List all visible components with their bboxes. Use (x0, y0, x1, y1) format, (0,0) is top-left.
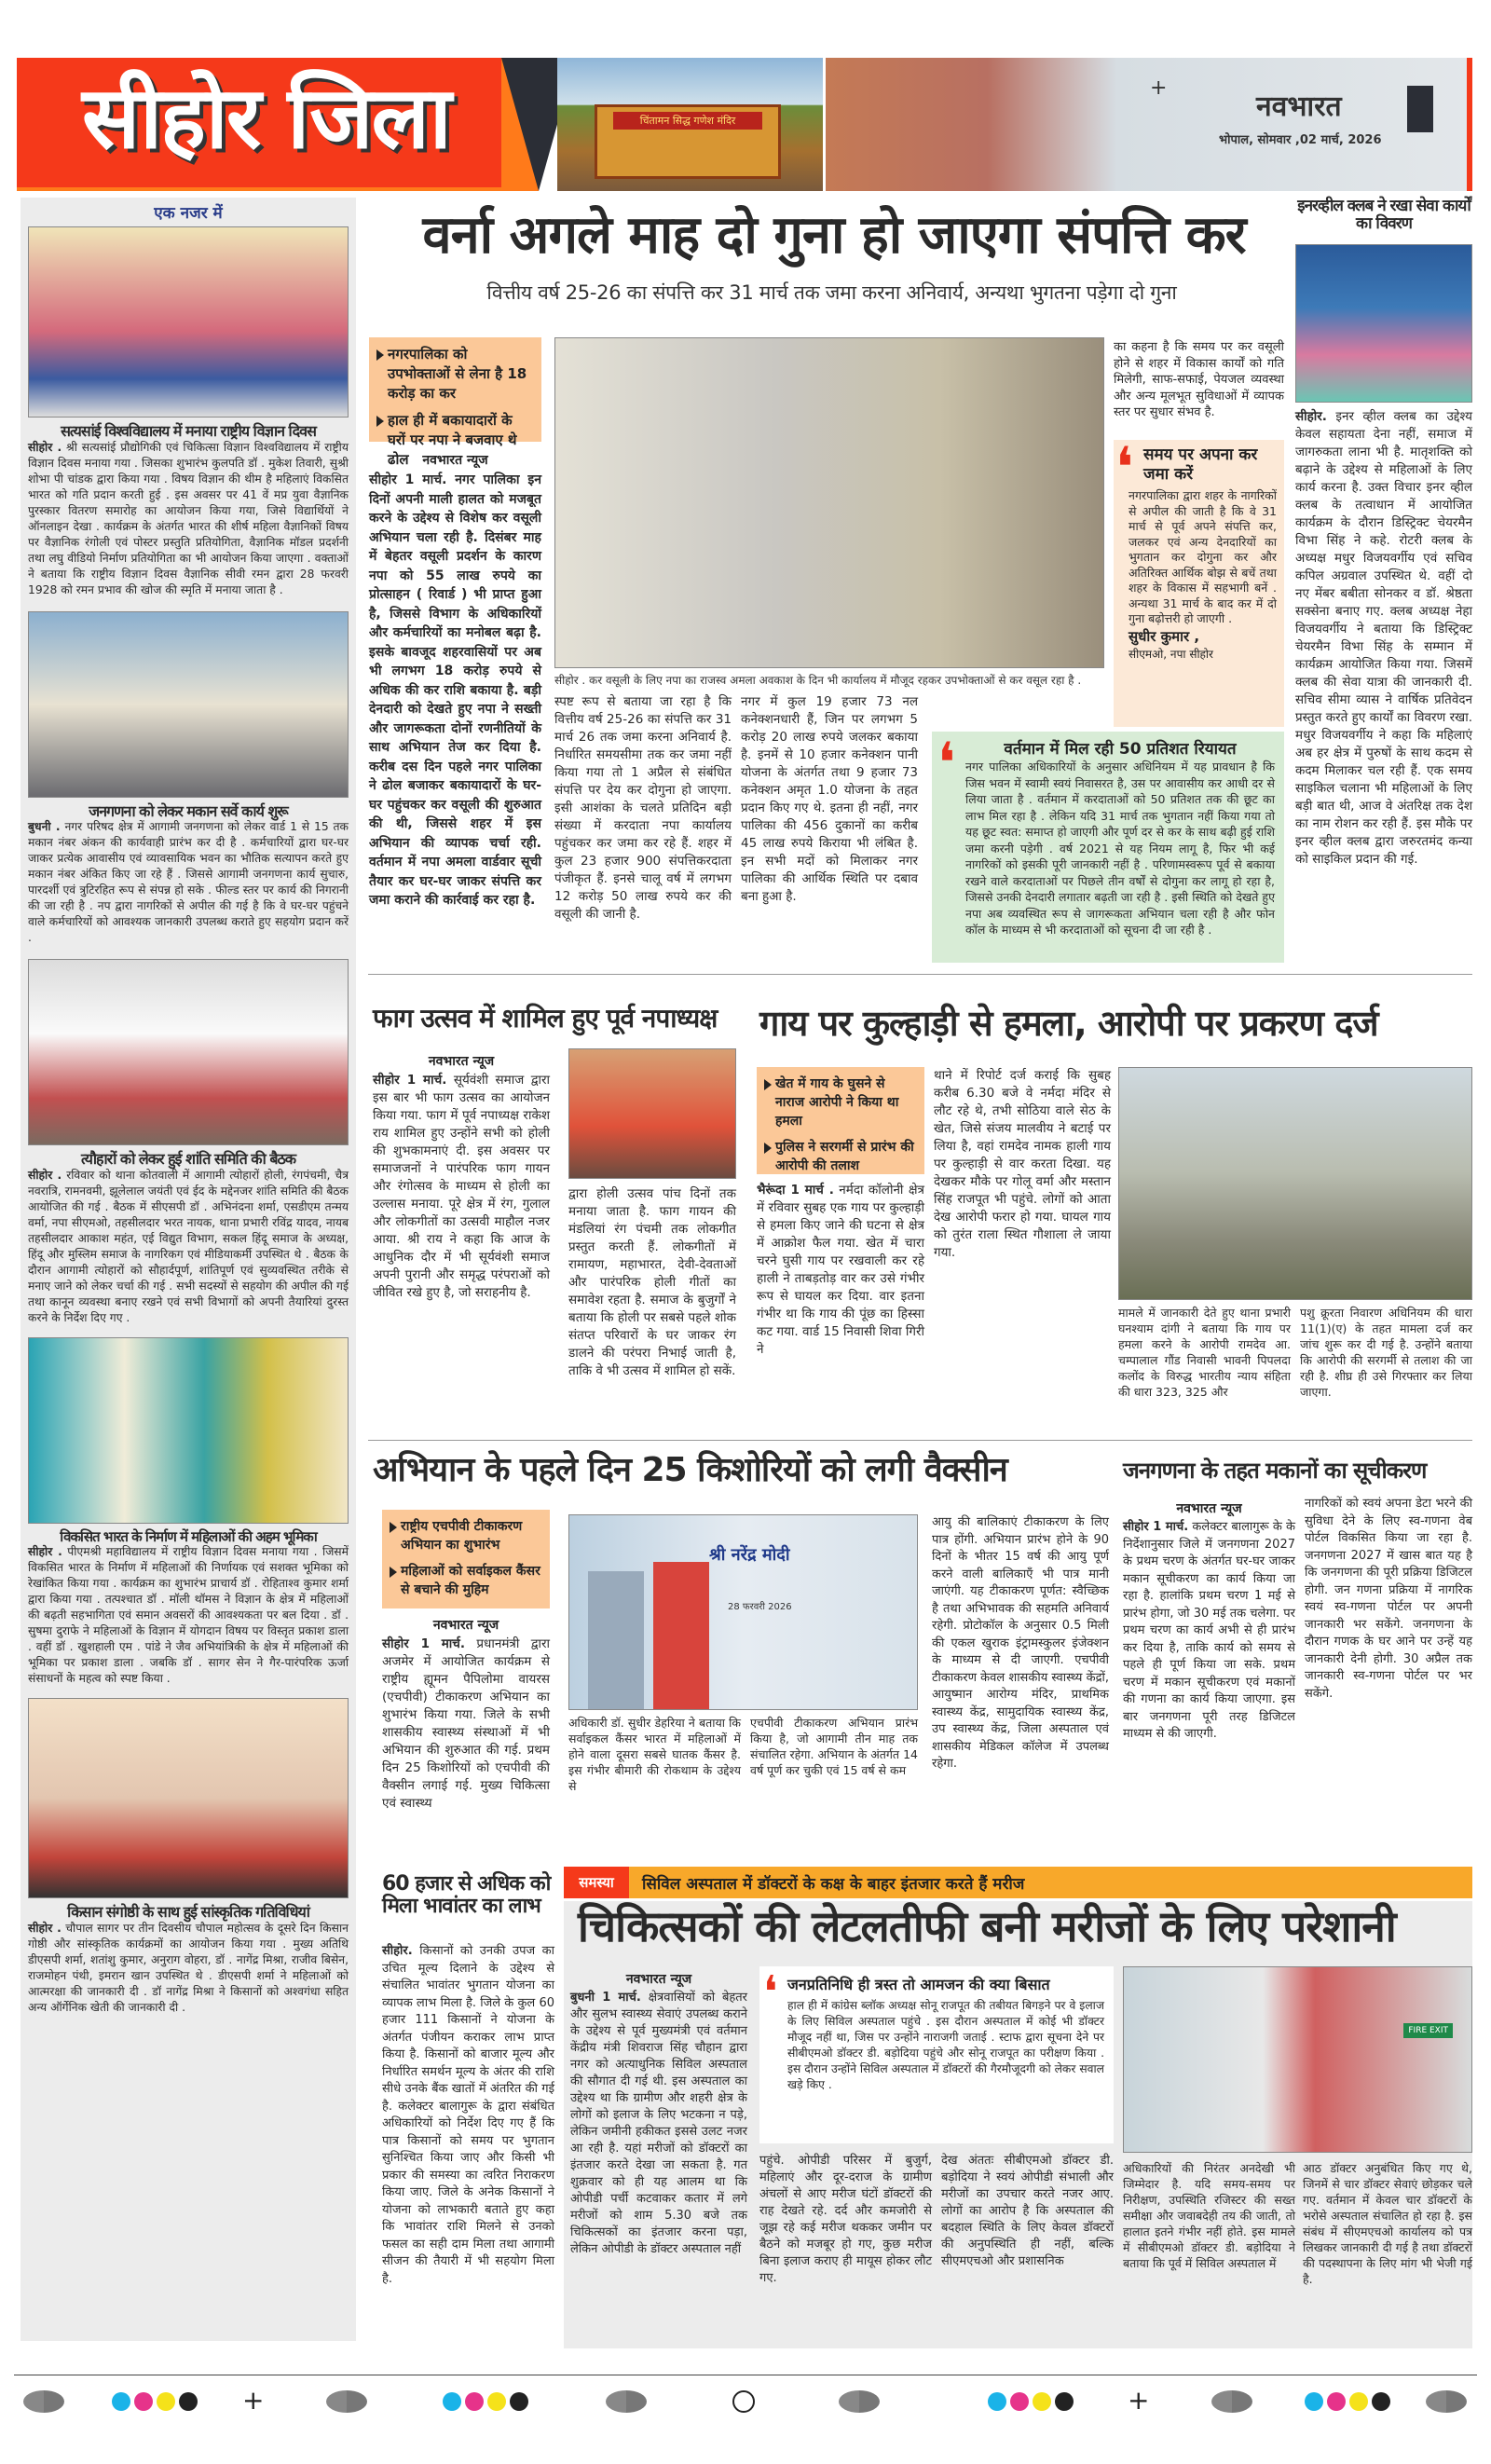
kisan-goshthi-photo (28, 1698, 349, 1898)
gray-oval-icon (839, 2390, 880, 2413)
cow-col3: पशु क्रूरता निवारण अधिनियम की धारा 11(1)(ए) के तहत मामला दर्ज कर जांच शुरू कर दी गई है. उन्होंने बताया कि आरोपी की सरगर्मी से तलाश की जा रही है. शीघ्र ही उसे गिरफ्तार कर लिया जाएगा. (1300, 1306, 1472, 1399)
quote-text: हाल ही में कांग्रेस ब्लॉक अध्यक्ष सोनू राजपूत की तबीयत बिगड़ने पर वे इलाज के लिए सिविल अस्पताल पहुंचे . इस दौरान अस्पताल में कोई भी डॉक्टर मौजूद नहीं था, जिस पर उन्होंने नाराजगी जताई . स्टाफ द्वारा सूचना देने पर सीबीएमओ डॉक्टर डी. बड़ोदिया पहुंचे और सोनू राजपूत का परीक्षण किया . इस दौरान उन्होंने सिविल अस्पताल में डॉक्टरों की गैरमौजूदगी को लेकर सवाल खड़े किए . (787, 1999, 1104, 2091)
doctors-headline: चिकित्सकों की लेटलतीफी बनी मरीजों के लिए परेशानी (578, 1901, 1396, 1951)
crowd-photo (826, 58, 1472, 191)
quote-name: सुधीर कुमार , (1129, 627, 1200, 645)
quote-icon: ❛ (1115, 435, 1134, 500)
story-headline: त्यौहारों को लेकर हुई शांति समिति की बैठक (80, 1150, 296, 1169)
dateline: सीहोर 1 मार्च. (373, 1073, 447, 1088)
section-banner (17, 58, 539, 191)
dateline: सीहोर 1 मार्च. (1123, 1520, 1189, 1534)
census-col2: नागरिकों को स्वयं अपना डेटा भरने की सुविधा देने के लिए स्व-गणना वेब पोर्टल विकसित किया जा रहा है. जनगणना 2027 में खास बात यह है कि जनगणना की पूरी प्रक्रिया डिजिटल होगी. जन गणना प्रक्रिया में नागरिक स्वयं स्व-गणना पोर्टल पर अपनी जानकारी भर सकेंगे. जनगणना के दौरान गणक के घर आने पर उन्हें यह जानकारी देनी होगी. 30 अप्रैल तक जानकारी स्व-गणना पोर्टल पर भर सकेंगे. (1305, 1497, 1472, 1701)
vaccine-caption: अधिकारी डॉ. सुधीर डेहरिया ने बताया कि सर्वाइकल कैंसर भारत में महिलाओं में होने वाला दूसरा सबसे घातक कैंसर है. इस गंभीर बीमारी की रोकथाम के उद्देश्य से (568, 1716, 741, 1793)
story-headline: विकसित भारत के निर्माण में महिलाओं की अहम भूमिका (60, 1527, 317, 1545)
quote-title: समय पर अपना कर जमा करें (1143, 445, 1258, 484)
quote-title: जनप्रतिनिधि ही त्रस्त तो आमजन की क्या बिसात (787, 1976, 1050, 1993)
quote-icon: ❛ (763, 1966, 778, 2019)
science-day-photo (28, 226, 349, 418)
bhavantar-text: किसानों को उनकी उपज का उचित मूल्य दिलाने के उद्देश्य से संचालित भावांतर भुगतान योजना का व्यापक लाभ मिला है. जिले के कुल 60 हजार 111 किसानों ने योजना के अंतर्गत पंजीयन कराकर लाभ प्राप्त किया है. किसानों को बाजार मूल्य और निर्धारित समर्थन मूल्य के अंतर की राशि सीधे उनके बैंक खातों में अंतरित की गई है. कलेक्टर बालागुरू के द्वारा संबंधित अधिकारियों को निर्देश दिए गए हैं कि पात्र किसानों को समय पर भुगतान सुनिश्चित किया जाए और किसी भी प्रकार की समस्या का त्वरित निराकरण किया जाए. जिले के अनेक किसानों ने योजना को लाभकारी बताते हुए कहा कि भावांतर राशि मिलने से उनको फसल का सही दाम मिला तथा आगामी सीजन की तैयारी में भी सहयोग मिला है. (382, 1944, 554, 2286)
dateline: भोपाल, सोमवार ,02 मार्च, 2026 (1219, 133, 1382, 147)
banner-date: 28 फरवरी 2026 (728, 1602, 792, 1612)
hospital-photo (1123, 1966, 1472, 2153)
vaccine-col2: एचपीवी टीकाकरण अभियान प्रारंभ किया है, जो आगामी तीन माह तक संचालित रहेगा. अभियान के अंतर्गत 14 वर्ष पूर्ण कर चुकी एवं 15 वर्ष से कम (750, 1716, 918, 1777)
story-headline: जनगणना को लेकर मकान सर्वे कार्य शुरू (89, 801, 288, 820)
doctors-col4: आठ डॉक्टर अनुबंधित किए गए थे, जिनमें से चार डॉक्टर सेवाएं छोड़कर चले गए. वर्तमान में केवल चार डॉक्टरों के भरोसे अस्पताल संचालित हो रहा है. इस संबंध में सीएमएचओ कार्यालय को पत्र लिखकर जानकारी दी गई है तथा डॉक्टरों की पदस्थापना के लिए मांग भी भेजी गई है. (1303, 2161, 1472, 2286)
lead-subhead: वित्तीय वर्ष 25-26 का संपत्ति कर 31 मार्च तक जमा करना अनिवार्य, अन्यथा भुगतना पड़ेगा दो गुना (486, 281, 1177, 304)
gray-oval-icon (606, 2390, 647, 2413)
dateline: भैरूंदा 1 मार्च . (757, 1183, 834, 1198)
mla-quote-box (759, 1966, 1114, 2143)
story-place: सीहोर . (28, 1921, 62, 1935)
bhavantar-headline: 60 हजार से अधिक को मिला भावांतर का लाभ (382, 1872, 551, 1919)
rebate-text: नगर पालिका अधिकारियों के अनुसार अधिनियम में यह प्रावधान है कि जिस भवन में स्वामी स्वयं निवासरत है, उस पर आवासीय कर आधी दर से लिया जाता है . वर्तमान में करदाताओं को 50 प्रतिशत तक की छूट का लाभ मिल रहा है . लेकिन यदि 31 मार्च तक भुगतान नहीं किया गया तो यह छूट स्वत: समाप्त हो जाएगी और पूर्ण दर से कर के साथ बढ़ी हुई राशि जमा करनी पड़ेगी . वर्ष 2021 से यह नियम लागू है, फिर भी कई नागरिकों को इसकी पूरी जानकारी नहीं है . परिणामस्वरूप पूर्व से बकाया रखने वाले करदाताओं पर पिछले तीन वर्षों से दोगुना कर लागू हो रहा है, जिससे उनकी देनदारी लगातार बढ़ती जा रही है . इसी स्थिति को देखते हुए नपा अब व्यवस्थित रूप से जागरूकता अभियान चला रही है और फोन कॉल के माध्यम से भी करदाताओं को सूचना दी जा रही है . (965, 760, 1275, 937)
dateline: सीहोर 1 मार्च. (369, 472, 447, 487)
vaccine-headline: अभियान के पहले दिन 25 किशोरियों को लगी वैक्सीन (373, 1451, 1007, 1489)
women-science-photo (28, 1337, 349, 1524)
lead-col2: स्पष्ट रूप से बताया जा रहा है कि वित्तीय वर्ष 25-26 का संपत्ति कर 31 मार्च 26 तक जमा करना अनिवार्य है. निर्धारित समयसीमा तक कर जमा नहीं किया गया तो 1 अप्रैल से संबंधित संपत्ति पर देय कर दोगुना हो जाएगा. इसी आशंका के चलते प्रतिदिन बड़ी संख्या में करदाता नपा कार्यालय पहुंचकर कर जमा कर रहे हैं. शहर में कुल 23 हजार 900 संपत्तिकरदाता पंजीकृत हैं. इनसे चालू वर्ष में लगभग 12 करोड़ 50 लाख रुपये कर की वसूली की जानी है. (554, 694, 732, 922)
lead-col1: नगर पालिका इन दिनों अपनी माली हालत को मजबूत करने के उद्देश्य से विशेष कर वसूली अभियान चला रही है. दिसंबर माह में बेहतर वसूली प्रदर्शन के कारण नपा को 55 लाख रुपये का प्रोत्साहन ( रिवार्ड ) भी प्राप्त हुआ है, जिससे विभाग के अधिकारियों और कर्मचारियों का मनोबल बढ़ा है. इसके बावजूद शहरवासियों पर अब भी लगभग 18 करोड़ रुपये से अधिक की कर राशि बकाया है. बड़ी देनदारी को देखते हुए नपा ने सख्ती और जागरूकता दोनों रणनीतियों के साथ अभियान तेज कर दिया है. करीब दस दिन पहले नगर पालिका ने ढोल बजाकर बकायादारों के घर-घर पहुंचकर कर वसूली की शुरुआत की थी, जिससे शहर में इस अभियान की व्यापक चर्चा रही. वर्तमान में नपा अमला वार्डवार सूची तैयार कर घर-घर जाकर संपत्ति कर जमा कराने की कार्रवाई कर रहा है. (369, 472, 541, 908)
story-text: पीएमश्री महाविद्यालय में राष्ट्रीय विज्ञान दिवस मनाया गया . जिसमें विकसित भारत के निर्माण में महिलाओं की निर्णायक एवं सशक्त भूमिका को रेखांकित किया गया . कार्यक्रम का शुभारंभ प्राचार्य डॉ . रोहिताश्व कुमार शर्मा द्वारा किया गया . तत्पश्चात डॉ . मॉली थॉमस ने विज्ञान के क्षेत्र में महिलाओं की बढ़ती सहभागिता एवं समान अवसरों की आवश्यकता पर बल दिया . डॉ . सुषमा दुराफे ने महिलाओं के विज्ञान में योगदान विषय पर विस्तृत प्रकाश डाला . वहीं डॉ . खुशहाली एम . पांडे ने जैव अभियांत्रिकी के क्षेत्र में महिलाओं की भूमिका पर प्रकाश डाला . जबकि डॉ . सागर सेन ने गैर-पारंपरिक ऊर्जा संसाधनों के महत्व को स्पष्ट किया . (28, 1545, 349, 1686)
story-place: सीहोर. (382, 1944, 413, 1958)
story-place: सीहोर. (1295, 409, 1327, 424)
cmyk-dots-icon (988, 2392, 1074, 2411)
lead-col4: का कहना है कि समय पर कर वसूली होने से शहर में विकास कार्यों को गति मिलेगी, साफ-सफाई, पेयजल व्यवस्था और अन्य मूलभूत सुविधाओं में व्यापक स्तर पर सुधार संभव है. (1114, 340, 1284, 419)
dateline: बुधनी 1 मार्च. (570, 1991, 641, 2005)
story-place: सीहोर . (28, 1168, 62, 1182)
gray-oval-icon (1211, 2390, 1252, 2413)
story-place: बुधनी . (28, 820, 61, 834)
rebate-box (932, 732, 1284, 963)
problem-tag: समस्या (564, 1867, 629, 1898)
cow-caption: मामले में जानकारी देते हुए थाना प्रभारी घनश्याम दांगी ने बताया कि गाय पर हमला करने के आरोपी रामदेव आ. चम्पालाल गौंड निवासी भावनी पिपलदा कलोंद के विरुद्ध भारतीय न्याय संहिता की धारा 323, 325 और (1118, 1306, 1291, 1399)
banner-text: श्री नरेंद्र मोदी (709, 1545, 790, 1565)
phag-photo (568, 1048, 736, 1179)
phag-headline: फाग उत्सव में शामिल हुए पूर्व नपाध्यक्ष (373, 1003, 718, 1034)
cmo-quote-box (1114, 435, 1284, 727)
kicker-band (564, 1867, 1472, 1898)
cow-col2: थाने में रिपोर्ट दर्ज कराई कि सुबह करीब 6.30 बजे वे नर्मदा मंदिर से लौट रहे थे, तभी सोठिया वाले सेठ के खेत, जिसे संजय मालवीय ने बटाई पर लिया है, वहां रामदेव नामक हाली गाय पर कुल्हाड़ी से वार करता दिखा. यह देखकर मौके पर गोलू वर्मा और मस्तान सिंह राजपूत भी पहुंचे. लोगों को आता देख आरोपी फरार हो गया. घायल गाय को तुरंत राला स्थित गौशाला ले जाया गया. (934, 1068, 1111, 1260)
story-text: श्री सत्यसांई प्रौद्योगिकी एवं चिकित्सा विज्ञान विश्वविद्यालय में राष्ट्रीय विज्ञान दिवस मनाया गया . जिसका शुभारंभ कुलपति डॉ . मुकेश तिवारी, सुश्री शोभा पी चांडक द्वारा किया गया . विषय विज्ञान की थीम है महिलाएं विकसित भारत को गति प्रदान करती हुई . इस अवसर पर 41 वें मप्र युवा वैज्ञानिक पुरस्कार वितरण समारोह का आयोजन किया गया, जिसे विद्यार्थियों ने ऑनलाइन देखा . कार्यक्रम के अंतर्गत भारत की शीर्ष महिला वैज्ञानिकों विषय पर वैज्ञानिक रंगोली एवं पोस्टर प्रस्तुति प्रतियोगिता, वैज्ञानिक मॉडल प्रदर्शनी तथा लघु वीडियो निर्माण प्रतियोगिता का भी आयोजन किया जाएगा . वक्ताओं ने बताया कि राष्ट्रीय विज्ञान दिवस वैज्ञानिक सीवी रमन द्वारा 28 फरवरी 1928 को रमन प्रभाव की खोज की स्मृति में मनाया जाता है . (28, 440, 349, 596)
innerwheel-text: इनर व्हील क्लब का उद्देश्य केवल सहायता देना नहीं, समाज में जागरुकता लाना भी है. मातृशक्ति को बढ़ाने के उद्देश्य से महिलाओं के लिए कार्य करना है. उक्त विचार इनर व्हील क्लब के तत्वाधान में आयोजित कार्यक्रम के दौरान डिस्ट्रिक्ट चेयरमैन विभा सिंह ने कहे. रोटरी क्लब के अध्यक्ष मधुर विजयवर्गीय एवं सचिव कपिल अग्रवाल उपस्थित थे. वहीं दो नए मेंबर बबीता सोनकर व डॉ. श्रेष्ठता सक्सेना बनाए गए. क्लब अध्यक्ष नेहा विजयवर्गीय ने बताया कि डिस्ट्रिक्ट चेयरमैन विभा सिंह के सम्मान में कार्यक्रम आयोजित किया गया. जिसमें क्लब की सेवा यात्रा की जानकारी दी. सचिव सीमा व्यास ने वार्षिक प्रतिवेदन प्रस्तुत करते हुए कार्यों का विवरण रखा. मधुर विजयवर्गीय ने कहा कि महिलाएं अब हर क्षेत्र में पुरुषों के साथ कदम से कदम मिलाकर चल रही हैं. एक समय साइकिल चलाना भी महिलाओं के लिए बड़ी बात थी, आज वे अंतरिक्ष तक देश का नाम रोशन कर रही हैं. इस मौके पर इनर व्हील क्लब द्वारा जरुरतमंद कन्या को साइकिल प्रदान की गई. (1295, 409, 1472, 867)
peace-meeting-photo (28, 959, 349, 1145)
masthead (17, 58, 1472, 191)
temple-photo (557, 58, 823, 191)
quote-text: नगरपालिका द्वारा शहर के नागरिकों से अपील की जाती है कि वे 31 मार्च से पूर्व अपने संपत्ति कर, जलकर एवं अन्य देनदारियों का भुगतान कर दोगुना कर और अतिरिक्त आर्थिक बोझ से बचें तथा शहर के विकास में सहभागी बनें . अन्यथा 31 मार्च के बाद कर में दो गुना बढ़ोत्तरी हो जाएगी . (1129, 488, 1277, 625)
highlight: महिलाओं को सर्वाइकल कैंसर से बचाने की मुहिम (390, 1562, 542, 1599)
highlight: हाल ही में बकायादारों के घरों पर नपा ने बजवाए थे ढोल (376, 411, 534, 470)
quote-role: सीएमओ, नपा सीहोर (1129, 647, 1213, 661)
crop-mark-icon: + (1150, 76, 1168, 100)
byline: नवभारत न्यूज (432, 1618, 499, 1633)
phag-col1: सूर्यवंशी समाज द्वारा इस बार भी फाग उत्सव का आयोजन किया गया. फाग में पूर्व नपाध्यक्ष राकेश राय शामिल हुए उन्होंने सभी को होली की शुभकामनाएं दी. इस अवसर पर समाजजनों ने पारंपरिक फाग गायन और रंगोत्सव के माध्यम से होली का उल्लास मनाया. पूरे क्षेत्र में रंग, गुलाल और लोकगीतों का उत्सवी माहौल नजर आया. श्री राय ने कहा कि आज के आधुनिक दौर में भी सूर्यवंशी समाज अपनी पुरानी और समृद्ध परंपराओं को जीवित रखे हुए है, जो सराहनीय है. (373, 1073, 550, 1300)
story-headline: सत्यसांई विश्वविद्यालय में मनाया राष्ट्रीय विज्ञान दिवस (61, 422, 316, 440)
brand-logo: नवभारत (1256, 90, 1342, 123)
crop-mark-icon: + (1128, 2385, 1150, 2416)
quote-icon: ❛ (937, 731, 956, 796)
registration-target-icon (732, 2390, 755, 2413)
phag-col2: द्वारा होली उत्सव पांच दिनों तक मनाया जाता है. फाग गायन की मंडलियां रंग पंचमी तक लोकगीत प्रस्तुत करती हैं. लोकगीतों में रामायण, महाभारत, देवी-देवताओं और पारंपरिक होली गीतों का समावेश रहता है. समाज के बुजुर्गों ने बताया कि होली पर सबसे पहले शोक संतप्त परिवारों के घर जाकर रंग डालने की परंपरा निभाई जाती है, ताकि वे भी उत्सव में शामिल हो सकें. (568, 1186, 736, 1378)
gray-oval-icon (23, 2390, 64, 2413)
cow-headline: गाय पर कुल्हाड़ी से हमला, आरोपी पर प्रकरण दर्ज (759, 1003, 1378, 1044)
doctors-col1: क्षेत्रवासियों को बेहतर और सुलभ स्वास्थ्य सेवाएं उपलब्ध कराने के उद्देश्य से पूर्व मुख्यमंत्री एवं वर्तमान केंद्रीय मंत्री शिवराज सिंह चौहान द्वारा नगर को अत्याधुनिक सिविल अस्पताल की सौगात दी गई थी. इस अस्पताल का उद्देश्य था कि ग्रामीण और शहरी क्षेत्र के लोगों को इलाज के लिए भटकना न पड़े, लेकिन जमीनी हकीकत इससे उलट नजर आ रही है. यहां मरीजों को डॉक्टरों का इंतजार करते देखा जा सकता है. गत शुक्रवार को ही यह आलम था कि ओपीडी पर्ची कटवाकर कतार में लगे मरीजों को शाम 5.30 बजे तक चिकित्सकों का इंतजार करना पड़ा, लेकिन ओपीडी के डॉक्टर अस्पताल नहीं (570, 1991, 747, 2256)
cmyk-dots-icon (443, 2392, 528, 2411)
highlight: नगरपालिका को उपभोक्ताओं से लेना है 18 करोड़ का कर (376, 345, 534, 404)
story-place: सीहोर . (28, 440, 62, 454)
photo-caption: सीहोर . कर वसूली के लिए नपा का राजस्व अमला अवकाश के दिन भी कार्यालय में मौजूद रहकर उपभोक्ताओं से कर वसूल रहा है . (554, 674, 1082, 687)
cow-highlights (757, 1067, 924, 1174)
rebate-title: वर्तमान में मिल रही 50 प्रतिशत रियायत (1004, 740, 1237, 759)
byline: नवभारत न्यूज (1176, 1501, 1242, 1516)
survey-photo (28, 611, 349, 798)
innerwheel-photo (1295, 244, 1472, 403)
byline: नवभारत न्यूज (625, 1972, 692, 1987)
story-text: नगर परिषद क्षेत्र में आगामी जनगणना को लेकर वार्ड 1 से 15 तक मकान नंबर अंकन की कार्यवाही प्रारंभ कर दी है . कर्मचारियों द्वारा घर-घर जाकर प्रत्येक आवासीय एवं व्यावसायिक भवन का भौतिक सत्यापन करते हुए मकान नंबर अंकित किए जा रहे हैं . जिससे आगामी जनगणना कार्य सुचारु, पारदर्शी एवं त्रुटिरहित रूप से संपन्न हो सके . फील्ड स्तर पर कार्य की निगरानी की जा रही है . नप द्वारा नागरिकों से अपील की गई है कि वे घर-घर पहुंचने वाले कर्मचारियों को आवश्यक जानकारी उपलब्ध कराते हुए सहयोग प्रदान करें . (28, 820, 349, 945)
dateline: सीहोर 1 मार्च. (382, 1636, 465, 1651)
highlight: राष्ट्रीय एचपीवी टीकाकरण अभियान का शुभारंभ (390, 1517, 542, 1554)
cmyk-dots-icon (1305, 2392, 1390, 2411)
gray-oval-icon (326, 2390, 367, 2413)
cow-col1: नर्मदा कॉलोनी क्षेत्र में रविवार सुबह एक गाय पर कुल्हाड़ी से हमला किए जाने की घटना से क्षेत्र में आक्रोश फैल गया. खेत में चारा चरने घुसी गाय पर रखवाली कर रहे हाली ने ताबड़तोड़ वार कर उसे गंभीर रूप से घायल कर दिया. वार इतना गंभीर था कि गाय की पूंछ का हिस्सा कट गया. वार्ड 15 निवासी शिवा गिरी ने (757, 1183, 924, 1357)
highlight: खेत में गाय के घुसने से नाराज आरोपी ने किया था हमला (764, 1075, 917, 1130)
census-col1: कलेक्टर बालागुरू के के निर्देशानुसार जिले में जनगणना 2027 के प्रथम चरण के अंतर्गत घर-घर जाकर मकान सूचीकरण का कार्य किया जा रहा है. हालांकि प्रथम चरण 1 मई से प्रारंभ होगा, जो 30 मई तक चलेगा. पर प्रथम चरण का कार्य अभी से ही प्रारंभ कर दिया है, ताकि कार्य को समय से पहले ही पूर्ण किया जा सके. प्रथम चरण में मकान सूचीकरण एवं मकानों की गणना का कार्य किया जाएगा. इस बार जनगणना पूरी तरह डिजिटल माध्यम से की जाएगी. (1123, 1520, 1295, 1741)
story-text: रविवार को थाना कोतवाली में आगामी त्योहारों होली, रंगपंचमी, चैत्र नवरात्रि, रामनवमी, झूलेलाल जयंती एवं ईद के मद्देनजर शांति समिति की बैठक आयोजित की गई . बैठक में सीएसपी डॉ . अभिनंदना शर्मा, एसडीएम तन्मय वर्मा, नपा सीएमओ, तहसीलदार भरत नायक, थाना प्रभारी रविंद्र यादव, नायब तहसीलदार आकाश महंत, एई विद्युत विभाग, सकल हिंदू समाज के अध्यक्ष, हिंदू और मुस्लिम समाज के नागरिकग एवं मीडियाकर्मी उपस्थित थे . बैठक के दौरान आगामी त्योहारों को सौहार्दपूर्ण, शांतिपूर्ण एवं सुव्यवस्थित तरीके से मनाए जाने को लेकर चर्चा की गई . सभी सदस्यों से सहयोग की अपील की गई तथा कानून व्यवस्था बनाए रखने एवं सभी विभागों को अपनी तैयारियां दुरस्त करने के निर्देश दिए गए . (28, 1168, 349, 1324)
story-text: चौपाल सागर पर तीन दिवसीय चौपाल महोत्सव के दूसरे दिन किसान गोष्ठी और सांस्कृतिक कार्यक्रमों का आयोजन किया गया . मुख्य अतिथि डीएसपी शर्मा, शतांशु कुमार, अनुराग वोहरा, डॉ . नागेंद्र मिश्रा, राजीव बिसेन, राजमोहन पंथी, इमरान खान उपस्थित थे . डीएसपी शर्मा ने महिलाओं को आत्मरक्षा की जानकारी दी . डॉ नागेंद्र मिश्रा ने किसानों को अश्वगंधा सहित अन्य ऑर्गेनिक खेती की जानकारी दी . (28, 1921, 349, 2014)
vaccine-highlights (382, 1510, 550, 1608)
story-headline: किसान संगोष्ठी के साथ हुई सांस्कृतिक गतिविधियां (67, 1903, 309, 1922)
lead-col3: नगर में कुल 19 हजार 73 नल कनेक्शनधारी हैं, जिन पर लगभग 5 करोड़ 20 लाख रुपये जलकर बकाया है. इनमें से 10 हजार कनेक्शन पानी योजना के अंतर्गत तथा 9 हजार 73 कनेक्शन अमृत 1.0 योजना के तहत प्रदान किए गए थे. इतना ही नहीं, नगर पालिका की 456 दुकानों का करीब 45 लाख रुपये किराया भी लंबित है. इन सभी मदों को मिलाकर नगर पालिका की आर्थिक स्थिति पर दबाव बना हुआ है. (741, 694, 918, 904)
gray-oval-icon (1426, 2390, 1467, 2413)
ek-nazar-label: एक नजर में (154, 204, 223, 223)
temple-sign: चिंतामन सिद्ध गणेश मंदिर (613, 112, 762, 130)
highlight: पुलिस ने सरगर्मी से प्रारंभ की आरोपी की तलाश (764, 1138, 917, 1175)
fire-exit-sign: FIRE EXIT (1403, 2023, 1453, 2038)
vaccine-col3: आयु की बालिकाएं टीकाकरण के लिए पात्र होंगी. अभियान प्रारंभ होने के 90 दिनों के भीतर 15 वर्ष की आयु पूर्ण करने वाली बालिकाएँ भी पात्र मानी जाएंगी. यह टीकाकरण पूर्णत: स्वैच्छिक है तथा अभिभावक की सहमति अनिवार्य रहेगी. प्रोटोकॉल के अनुसार 0.5 मिली की एकल खुराक इंट्रामस्कुलर इंजेक्शन के माध्यम से दी जाएगी. एचपीवी टीकाकरण केवल शासकीय स्वास्थ्य केंद्रों, आयुष्मान आरोग्य मंदिर, प्राथमिक स्वास्थ्य केंद्र, सामुदायिक स्वास्थ्य केंद्र, उप स्वास्थ्य केंद्र, जिला अस्पताल एवं शासकीय मेडिकल कॉलेज में उपलब्ध रहेगा. (932, 1515, 1109, 1771)
doctors-col3: देख अंततः सीबीएमओ डॉक्टर डी. बड़ोदिया ने स्वयं ओपीडी संभाली और मरीजों का उपचार करते नजर आए. लोगों का आरोप है कि अस्पताल की बदहाल स्थिति के लिए केवल डॉक्टरों की अनुपस्थिति ही नहीं, बल्कि सीएमएचओ और प्रशासनिक (941, 2154, 1114, 2268)
innerwheel-headline: इनरव्हील क्लब ने रखा सेवा कार्यों का विवरण (1297, 197, 1470, 233)
doctors-caption: अधिकारियों की निरंतर अनदेखी भी जिम्मेदार है. यदि समय-समय पर निरीक्षण, उपस्थिति रजिस्टर की सख्त समीक्षा और जवाबदेही तय की जाती, तो हालात इतने गंभीर नहीं होते. इस मामले में सीबीएमओ डॉक्टर डी. बड़ोदिया ने बताया कि पूर्व में सिविल अस्पताल में (1123, 2161, 1295, 2270)
byline: नवभारत न्यूज (428, 1054, 495, 1069)
census-headline: जनगणना के तहत मकानों का सूचीकरण (1123, 1458, 1427, 1484)
doctors-col2: पहुंचे. ओपीडी परिसर में बुजुर्ग, महिलाएं और दूर-दराज के ग्रामीण अंचलों से आए मरीज घंटों डॉक्टरों की राह देखते रहे. दर्द और कमजोरी से जूझ रहे कई मरीज थककर जमीन पर बैठने को मजबूर हो गए, कुछ मरीज बिना इलाज कराए ही मायूस होकर लौट गए. (759, 2154, 932, 2285)
kicker-text: सिविल अस्पताल में डॉक्टरों के कक्ष के बाहर इंतजार करते हैं मरीज (642, 1875, 1025, 1894)
brand-block (1407, 86, 1433, 132)
cow-photo (1118, 1067, 1472, 1300)
registration-marks (0, 2385, 1491, 2418)
vaccine-col1: प्रधानमंत्री द्वारा अजमेर में आयोजित कार्यक्रम से राष्ट्रीय ह्यूमन पैपिलोमा वायरस (एचपीवी) टीकाकरण अभियान का शुभारंभ किया गया. जिले के सभी शासकीय स्वास्थ्य संस्थाओं में भी अभियान की शुरुआत की गई. प्रथम दिन 25 किशोरियों को एचपीवी की वैक्सीन लगाई गई. मुख्य चिकित्सा एवं स्वास्थ्य (382, 1636, 550, 1811)
story-place: सीहोर . (28, 1545, 62, 1559)
byline: नवभारत न्यूज (422, 453, 488, 468)
section-title: सीहोर जिला (82, 68, 450, 168)
tax-office-photo (554, 337, 1104, 668)
lead-headline: वर्ना अगले माह दो गुना हो जाएगा संपत्ति कर (422, 205, 1246, 266)
vaccine-photo (568, 1514, 918, 1710)
cmyk-dots-icon (112, 2392, 198, 2411)
crop-mark-icon: + (242, 2385, 265, 2416)
ek-nazar-column (21, 198, 356, 2341)
